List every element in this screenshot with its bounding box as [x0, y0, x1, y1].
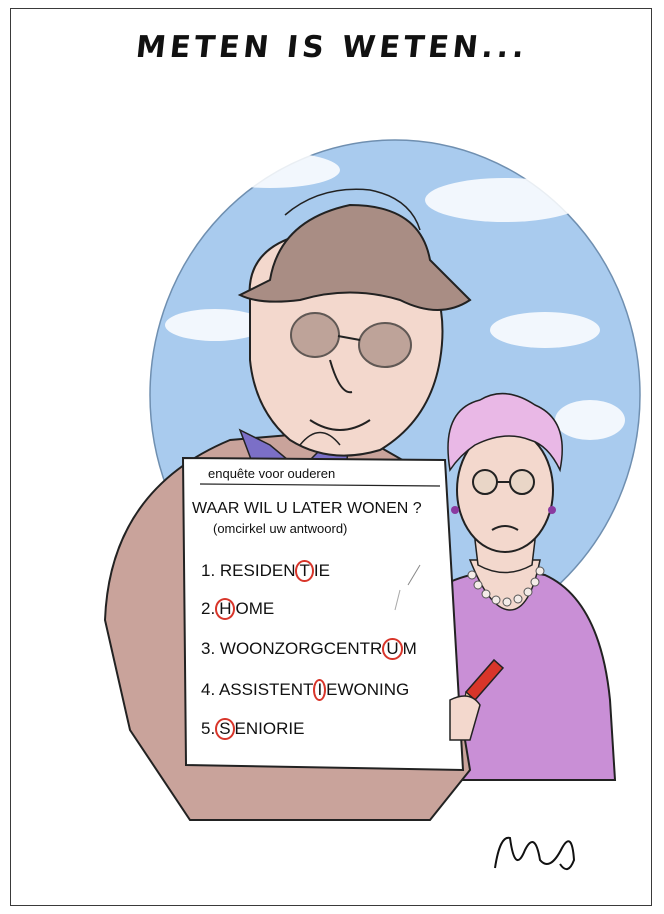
option-text: M	[402, 639, 417, 658]
circled-letter: H	[215, 598, 235, 620]
option-text: 5.	[201, 719, 216, 738]
circled-letter: S	[215, 718, 234, 740]
survey-heading: enquête voor ouderen	[208, 466, 336, 481]
signature-mark	[495, 838, 574, 869]
survey-option-5	[201, 718, 304, 740]
option-text: ENIORIE	[234, 719, 305, 738]
circled-letter: T	[295, 560, 313, 582]
survey-option-1	[201, 560, 330, 582]
survey-option-3	[201, 638, 417, 660]
option-text: 2.	[201, 599, 216, 618]
circled-letter: U	[382, 638, 402, 660]
option-text: 4. ASSISTENT	[201, 680, 314, 699]
survey-question: WAAR WIL U LATER WONEN ?	[192, 500, 422, 517]
cartoon-title: METEN IS WETEN...	[134, 30, 530, 65]
survey-instruction: (omcirkel uw antwoord)	[213, 521, 348, 536]
survey-option-2	[201, 598, 274, 620]
circled-letter: I	[313, 679, 326, 701]
option-text: 1. RESIDEN	[201, 561, 296, 580]
option-text: IE	[313, 561, 330, 580]
option-text: EWONING	[326, 680, 410, 699]
survey-option-4	[201, 679, 409, 701]
option-text: 3. WOONZORGCENTR	[201, 639, 383, 658]
option-text: OME	[235, 599, 275, 618]
